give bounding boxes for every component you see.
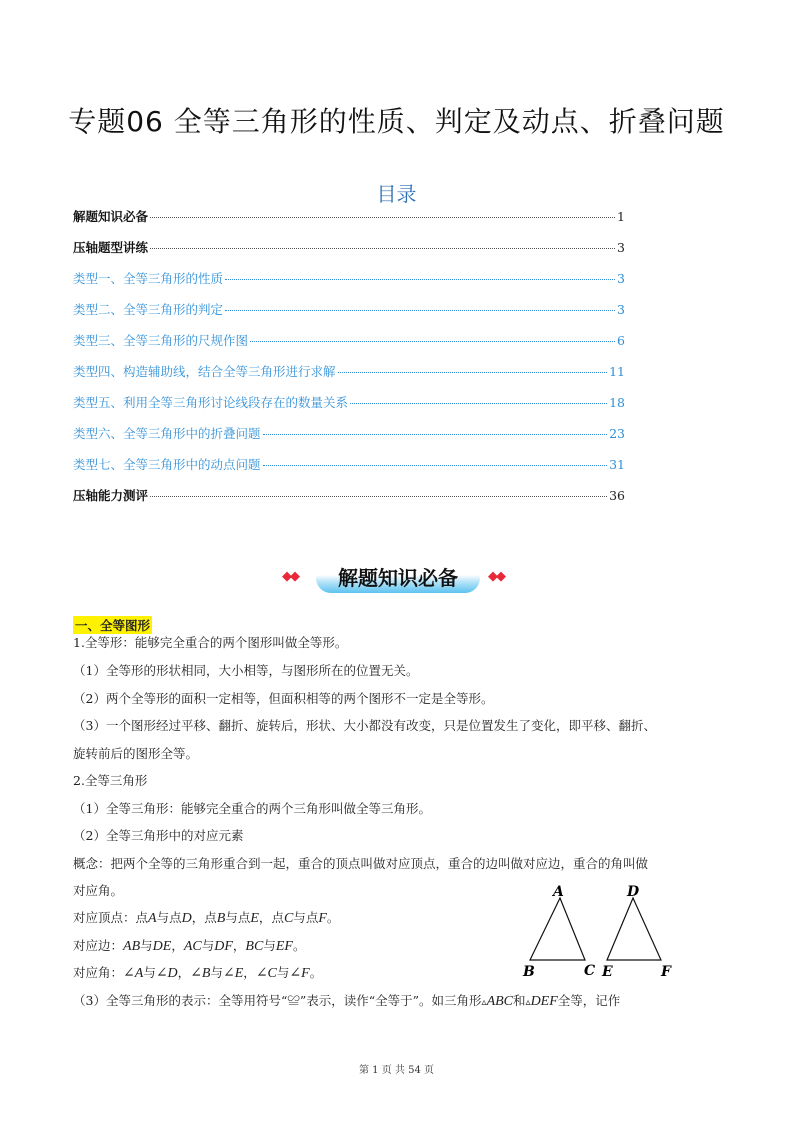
toc-item[interactable] [73,424,625,455]
page-title: 专题06 全等三角形的性质、判定及动点、折叠问题 [68,105,725,138]
label-b: B [523,964,535,980]
toc-item-label: 类型七、全等三角形中的动点问题 [73,457,261,472]
toc-item[interactable] [73,269,625,300]
label-f: F [661,964,671,980]
label-c: C [584,963,596,979]
paragraph: （2）全等三角形中的对应元素 [73,828,244,843]
toc-item-label: 解题知识必备 [73,209,149,224]
paragraph: 1.全等形：能够完全重合的两个图形叫做全等形。 [73,635,348,650]
toc-item-page: 36 [609,488,625,503]
toc-item-label: 类型四、构造辅助线，结合全等三角形进行求解 [73,364,336,379]
toc-item-label: 类型五、利用全等三角形讨论线段存在的数量关系 [73,395,349,410]
toc-item-label: 类型二、全等三角形的判定 [73,302,224,317]
paragraph: （3）一个图形经过平移、翻折、旋转后，形状、大小都没有改变，只是位置发生了变化，即平移、翻折、 [73,718,656,733]
triangle-abc [530,898,585,960]
paragraph: （1）全等形的形状相同，大小相等，与图形所在的位置无关。 [73,663,419,678]
paragraph: （1）全等三角形：能够完全重合的两个三角形叫做全等三角形。 [73,801,431,816]
page-footer: 第 1 页 共 54 页 [359,1065,434,1076]
banner-title: 解题知识必备 [338,566,458,590]
toc-item-label: 类型六、全等三角形中的折叠问题 [73,426,261,441]
toc-item[interactable] [73,300,625,331]
toc-item[interactable] [73,455,625,486]
section-heading: 一、全等图形 [75,618,151,633]
corresponding-edges: 对应边：AB与DE，AC与DF，BC与EF。 [73,938,306,954]
toc-item-page: 11 [609,364,625,379]
congruent-triangles-figure [520,882,680,982]
toc-item-page: 1 [617,209,625,224]
toc-item[interactable] [73,331,625,362]
toc-item[interactable] [73,238,625,269]
paragraph: 2.全等三角形 [73,773,148,788]
toc-item[interactable] [73,486,625,517]
toc-item-page: 6 [617,333,625,348]
diamond-icon: ◆◆ [282,569,298,584]
paragraph: 对应角。 [73,883,124,898]
section-banner [282,561,514,597]
toc-item[interactable] [73,362,625,393]
paragraph: 旋转前后的图形全等。 [73,746,199,761]
label-d: D [627,884,640,900]
toc-item[interactable] [73,393,625,424]
corresponding-vertices: 对应顶点：点A与点D，点B与点E，点C与点F。 [73,910,340,926]
label-a: A [553,884,564,900]
toc-item-page: 3 [617,302,625,317]
label-e: E [602,964,613,980]
congruence-notation: （3）全等三角形的表示：全等用符号“≌”表示，读作“全等于”。如三角形▵ABC和▵DEF全等，记作 [73,993,621,1009]
triangle-def [607,898,661,960]
toc-item-page: 18 [609,395,625,410]
toc-item-label: 类型一、全等三角形的性质 [73,271,224,286]
toc-item-page: 3 [617,271,625,286]
diamond-icon: ◆◆ [488,569,504,584]
toc-item[interactable] [73,207,625,238]
toc-item-page: 31 [609,457,625,472]
paragraph: 概念：把两个全等的三角形重合到一起，重合的顶点叫做对应顶点，重合的边叫做对应边，重合的角叫做 [73,856,649,871]
table-of-contents [73,207,625,517]
toc-item-label: 类型三、全等三角形的尺规作图 [73,333,249,348]
toc-heading: 目录 [376,182,417,206]
toc-item-page: 23 [609,426,625,441]
corresponding-angles: 对应角：∠A与∠D，∠B与∠E，∠C与∠F。 [73,965,323,981]
toc-item-label: 压轴题型讲练 [73,240,149,255]
toc-item-label: 压轴能力测评 [73,488,149,503]
toc-item-page: 3 [617,240,625,255]
paragraph: （2）两个全等形的面积一定相等，但面积相等的两个图形不一定是全等形。 [73,691,494,706]
